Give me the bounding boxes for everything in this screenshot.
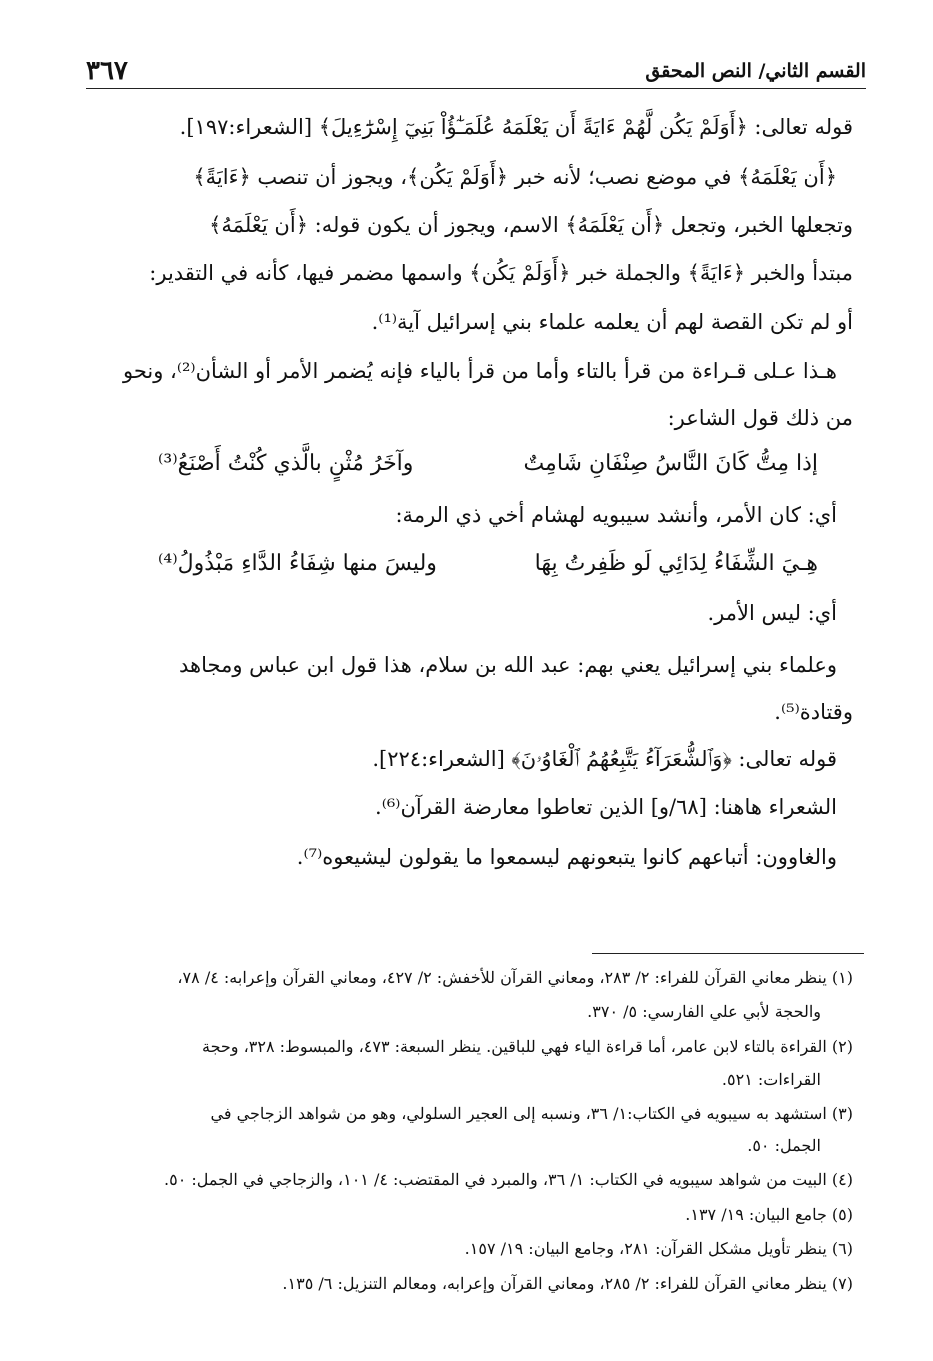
footnote-line: (٦) ينظر تأويل مشكل القرآن: ٢٨١، وجامع البيان: ١٩/ ١٥٧. [464, 1239, 853, 1258]
footnote-line: (٤) البيت من شواهد سيبويه في الكتاب: ١/ ٣٦، والمبرد في المقتضب: ٤/ ١٠١، والزجاجي في الجمل: ٥٠. [164, 1170, 853, 1189]
footnote-line: (٥) جامع البيان: ١٩/ ١٣٧. [685, 1205, 853, 1224]
footnote-line: الجمل: ٥٠. [747, 1136, 821, 1155]
body-line: هـذا عـلى قـراءة من قرأ بالتاء وأما من قرأ بالياء فإنه يُضمر الأمر أو الشأن⁽²⁾، ونحو [122, 359, 837, 383]
body-line: أي: ليس الأمر. [707, 601, 837, 625]
footnote-line: القراءات: ٥٢١. [721, 1070, 821, 1089]
body-line: أي: كان الأمر، وأنشد سيبويه لهشام أخي ذي الرمة: [395, 503, 837, 527]
body-line: ﴿أَن يَعْلَمَهُ﴾ في موضع نصب؛ لأنه خبر ﴿أَوَلَمْ يَكُن﴾، ويجوز أن تنصب ﴿ءَايَةً﴾ [193, 165, 837, 189]
footnote-line: (٣) استشهد به سيبويه في الكتاب:١/ ٣٦، ونسبه إلى العجير السلولي، وهو من شواهد الزجاجي في [210, 1104, 853, 1123]
running-title: القسم الثاني/ النص المحقق [645, 60, 866, 82]
body-line: وقتادة⁽⁵⁾. [774, 700, 853, 724]
body-line: الشعراء هاهنا: [٦٨/و] الذين تعاطوا معارضة القرآن⁽⁶⁾. [375, 795, 837, 819]
page-number: ٣٦٧ [86, 56, 128, 86]
footnote-line: والحجة لأبي علي الفارسي: ٥/ ٣٧٠. [587, 1002, 821, 1021]
poetry-hemistich-right: هِـيَ الشِّفَاءُ لِدَائِي لَو ظَفِرتُ بِهَا [534, 551, 818, 576]
page-header [86, 50, 866, 89]
body-line: أو لم تكن القصة لهم أن يعلمه علماء بني إسرائيل آية⁽¹⁾. [371, 310, 853, 334]
footnote-line: (٧) ينظر معاني القرآن للفراء: ٢/ ٢٨٥، ومعاني القرآن وإعرابه، ومعالم التنزيل: ٦/ ١٣٥. [282, 1274, 853, 1293]
body-line: من ذلك قول الشاعر: [667, 406, 853, 430]
body-line: والغاوون: أتباعهم كانوا يتبعونهم ليسمعوا ما يقولون ليشيعوه⁽⁷⁾. [296, 845, 837, 869]
poetry-hemistich-left: وآخَرُ مُثْنٍ بالَّذي كُنْتُ أَصْنَعُ⁽³⁾ [158, 451, 414, 476]
footnote-line: (١) ينظر معاني القرآن للفراء: ٢/ ٢٨٣، ومعاني القرآن للأخفش: ٢/ ٤٢٧، ومعاني القرآن وإعرابه: ٤/ ٧٨، [177, 968, 853, 987]
footnote-separator [592, 953, 864, 954]
body-line: مبتدأ والخبر ﴿ءَايَةً﴾ والجملة خبر ﴿أَوَلَمْ يَكُن﴾ واسمها مضمر فيها، كأنه في التقدير: [149, 261, 853, 285]
body-line: وعلماء بني إسرائيل يعني بهم: عبد الله بن سلام، هذا قول ابن عباس ومجاهد [179, 653, 837, 677]
body-line: قوله تعالى: ﴿وَٱلشُّعَرَآءُ يَتَّبِعُهُمُ ٱلْغَاوُۥنَ﴾ [الشعراء:٢٢٤]. [372, 747, 837, 771]
body-line: قوله تعالى: ﴿أَوَلَمْ يَكُن لَّهُمْ ءَايَةً أَن يَعْلَمَهُ عُلَمَـٰٓؤُاْ بَنِيٓ إِسْرَٰٓءِيلَ﴾ [الشعراء:١٩٧]. [179, 115, 853, 139]
body-line: وتجعلها الخبر، وتجعل ﴿أَن يَعْلَمَهُ﴾ الاسم، ويجوز أن يكون قوله: ﴿أَن يَعْلَمَهُ﴾ [209, 213, 853, 237]
footnote-line: (٢) القراءة بالتاء لابن عامر، أما قراءة الياء فهي للباقين. ينظر السبعة: ٤٧٣، والمبسوط: ٣٢٨، وحجة [202, 1037, 853, 1056]
poetry-hemistich-left: وليسَ منها شِفَاءُ الدَّاءِ مَبْذُولُ⁽⁴⁾ [158, 551, 437, 576]
poetry-hemistich-right: إذا مِتُّ كَانَ النَّاسُ صِنْفَانِ شَامِتٌ [523, 451, 818, 476]
